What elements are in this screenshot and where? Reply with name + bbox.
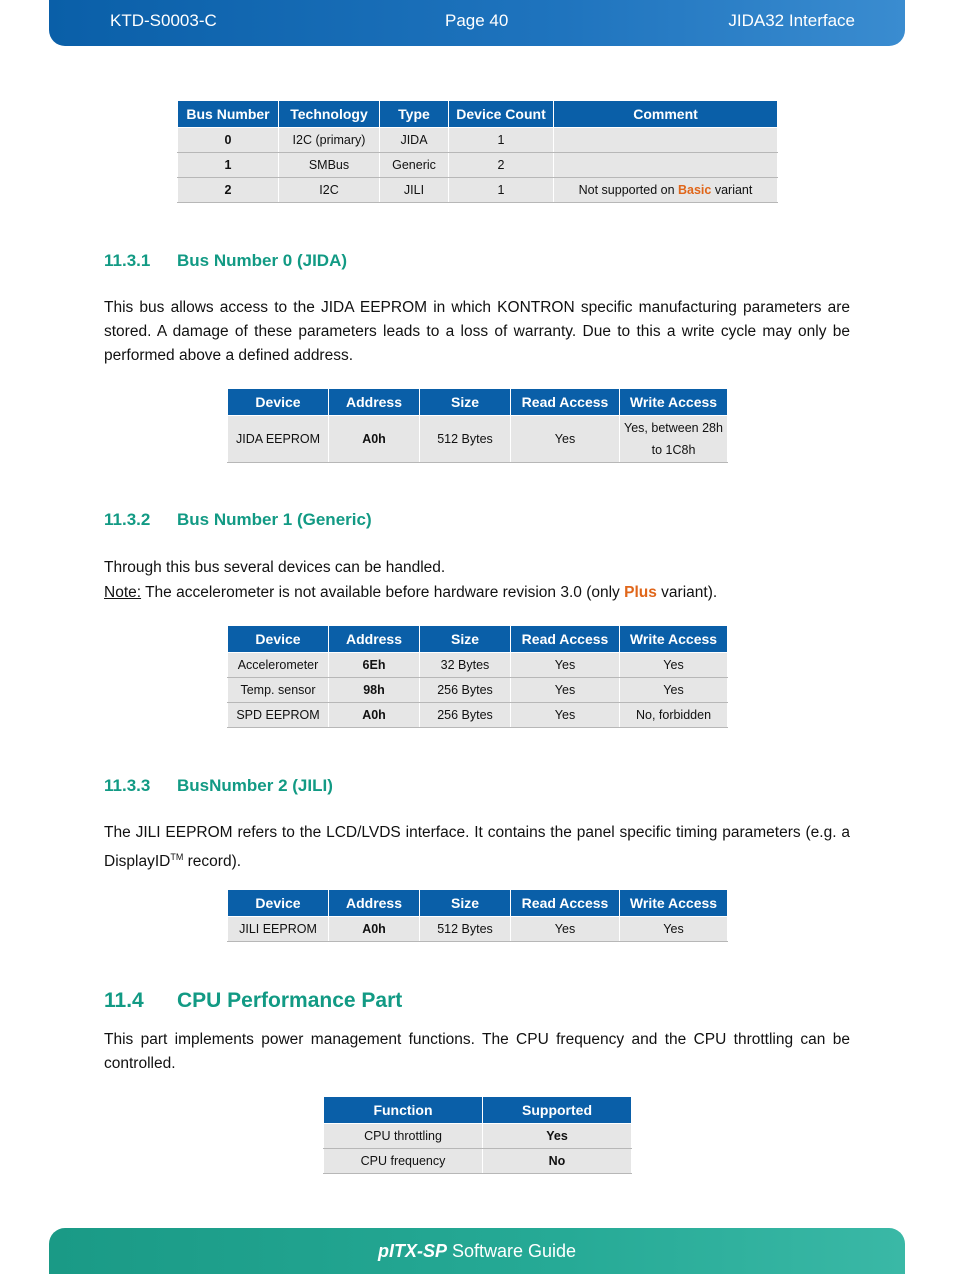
cpu-function-table bbox=[323, 1096, 632, 1174]
section-heading-11-3-3 bbox=[104, 776, 333, 796]
table-row bbox=[228, 416, 728, 463]
paragraph: This bus allows access to the JIDA EEPROM in which KONTRON specific manufacturing parameters are stored. A damage of these parameters leads to a loss of warranty. Due to this a write cycle may only be performed above a defined address. bbox=[104, 299, 850, 364]
note-highlight: Plus bbox=[624, 584, 657, 601]
section-title: BusNumber 2 (JILI) bbox=[177, 776, 333, 795]
read-access: Yes bbox=[511, 416, 620, 463]
comment-highlight: Basic bbox=[678, 183, 712, 197]
column-header: Device Count bbox=[449, 101, 554, 128]
column-header: Size bbox=[420, 890, 511, 917]
note-label: Note: bbox=[104, 584, 142, 601]
size: 32 Bytes bbox=[420, 653, 511, 678]
column-header: Write Access bbox=[620, 389, 728, 416]
size: 512 Bytes bbox=[420, 416, 511, 463]
section-number: 11.3.2 bbox=[104, 510, 151, 529]
comment bbox=[554, 153, 778, 178]
product-name: pITX-SP bbox=[377, 1241, 447, 1261]
column-header: Comment bbox=[554, 101, 778, 128]
section-heading-11-3-1 bbox=[104, 251, 347, 271]
column-header: Supported bbox=[483, 1097, 632, 1124]
function: CPU throttling bbox=[324, 1124, 483, 1149]
column-header: Type bbox=[380, 101, 449, 128]
column-header: Read Access bbox=[511, 389, 620, 416]
column-header: Read Access bbox=[511, 626, 620, 653]
table-row bbox=[324, 1149, 632, 1174]
section-title: Bus Number 0 (JIDA) bbox=[177, 251, 348, 270]
address: A0h bbox=[329, 703, 420, 728]
paragraph: This part implements power management functions. The CPU frequency and the CPU throttling can be controlled. bbox=[104, 1031, 850, 1072]
size: 256 Bytes bbox=[420, 678, 511, 703]
device: JIDA EEPROM bbox=[228, 416, 329, 463]
section-heading-11-3-2 bbox=[104, 510, 372, 530]
column-header: Device bbox=[228, 389, 329, 416]
trademark-superscript: TM bbox=[170, 852, 184, 862]
page-footer bbox=[49, 1228, 905, 1274]
column-header: Device bbox=[228, 890, 329, 917]
address: A0h bbox=[329, 917, 420, 942]
table-row bbox=[178, 128, 778, 153]
section-heading-11-4 bbox=[104, 989, 402, 1013]
paragraph bbox=[104, 555, 850, 605]
section-title: CPU Performance Part bbox=[177, 989, 403, 1012]
table-row bbox=[228, 678, 728, 703]
section-title: Bus Number 1 (Generic) bbox=[177, 510, 372, 529]
function: CPU frequency bbox=[324, 1149, 483, 1174]
column-header: Write Access bbox=[620, 890, 728, 917]
table-row bbox=[178, 153, 778, 178]
table-row bbox=[178, 178, 778, 203]
column-header: Size bbox=[420, 626, 511, 653]
column-header: Address bbox=[329, 626, 420, 653]
read-access: Yes bbox=[511, 917, 620, 942]
jili-device-table bbox=[227, 889, 728, 942]
comment-text-end: variant bbox=[711, 183, 753, 197]
bus-number: 0 bbox=[178, 128, 279, 153]
device-count: 2 bbox=[449, 153, 554, 178]
column-header: Bus Number bbox=[178, 101, 279, 128]
paragraph-text: The JILI EEPROM refers to the LCD/LVDS interface. It contains the panel specific timing parameters (e.g. a DisplayID bbox=[104, 824, 850, 871]
read-access: Yes bbox=[511, 653, 620, 678]
column-header: Size bbox=[420, 389, 511, 416]
write-access: Yes bbox=[620, 917, 728, 942]
bus-number: 1 bbox=[178, 153, 279, 178]
paragraph bbox=[104, 821, 850, 874]
device: SPD EEPROM bbox=[228, 703, 329, 728]
table-row bbox=[324, 1124, 632, 1149]
column-header: Function bbox=[324, 1097, 483, 1124]
type: JIDA bbox=[380, 128, 449, 153]
technology: I2C bbox=[279, 178, 380, 203]
technology: I2C (primary) bbox=[279, 128, 380, 153]
write-access: No, forbidden bbox=[620, 703, 728, 728]
comment bbox=[554, 178, 778, 203]
generic-device-table bbox=[227, 625, 728, 728]
column-header: Technology bbox=[279, 101, 380, 128]
supported: No bbox=[483, 1149, 632, 1174]
size: 256 Bytes bbox=[420, 703, 511, 728]
device-count: 1 bbox=[449, 128, 554, 153]
column-header: Address bbox=[329, 890, 420, 917]
section-title: JIDA32 Interface bbox=[728, 11, 855, 30]
write-access: Yes bbox=[620, 678, 728, 703]
section-number: 11.4 bbox=[104, 989, 144, 1012]
paragraph-line: Through this bus several devices can be handled. bbox=[104, 559, 446, 576]
read-access: Yes bbox=[511, 678, 620, 703]
table-row bbox=[228, 703, 728, 728]
column-header: Address bbox=[329, 389, 420, 416]
device: JILI EEPROM bbox=[228, 917, 329, 942]
comment-text: Not supported on bbox=[578, 183, 678, 197]
note-line bbox=[104, 580, 850, 605]
paragraph-text-end: record). bbox=[183, 853, 242, 871]
column-header: Write Access bbox=[620, 626, 728, 653]
section-number: 11.3.1 bbox=[104, 251, 151, 270]
page-number: Page 40 bbox=[445, 11, 509, 30]
address: A0h bbox=[329, 416, 420, 463]
address: 98h bbox=[329, 678, 420, 703]
write-access: Yes, between 28h to 1C8h bbox=[620, 416, 728, 463]
note-text-end: variant). bbox=[656, 584, 718, 601]
technology: SMBus bbox=[279, 153, 380, 178]
device: Accelerometer bbox=[228, 653, 329, 678]
type: Generic bbox=[380, 153, 449, 178]
supported: Yes bbox=[483, 1124, 632, 1149]
guide-title: Software Guide bbox=[446, 1241, 577, 1261]
comment bbox=[554, 128, 778, 153]
device-count: 1 bbox=[449, 178, 554, 203]
address: 6Eh bbox=[329, 653, 420, 678]
bus-number: 2 bbox=[178, 178, 279, 203]
size: 512 Bytes bbox=[420, 917, 511, 942]
table-row bbox=[228, 917, 728, 942]
bus-table bbox=[177, 100, 778, 203]
read-access: Yes bbox=[511, 703, 620, 728]
doc-id: KTD-S0003-C bbox=[110, 11, 217, 30]
section-number: 11.3.3 bbox=[104, 776, 151, 795]
column-header: Device bbox=[228, 626, 329, 653]
column-header: Read Access bbox=[511, 890, 620, 917]
table-row bbox=[228, 653, 728, 678]
page-header bbox=[49, 0, 905, 46]
device: Temp. sensor bbox=[228, 678, 329, 703]
write-access: Yes bbox=[620, 653, 728, 678]
jida-device-table bbox=[227, 388, 728, 463]
note-text: The accelerometer is not available before hardware revision 3.0 (only bbox=[141, 584, 625, 601]
type: JILI bbox=[380, 178, 449, 203]
